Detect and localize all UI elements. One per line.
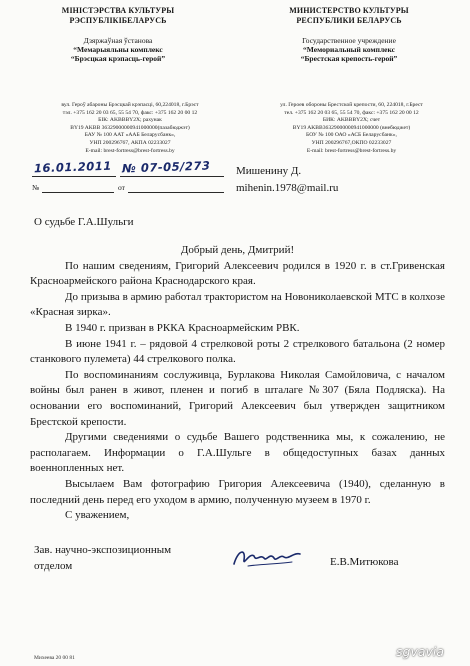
detail-line: УНП 200296767, АКПА 02233027 bbox=[89, 139, 171, 146]
institution-type-ru: Государственное учреждение bbox=[302, 36, 396, 45]
greeting: Добрый день, Дмитрий! bbox=[180, 244, 295, 256]
recipient-name: Мишенину Д. bbox=[236, 165, 302, 177]
detail-line: БИК: AKBBBY2X; счет bbox=[322, 117, 381, 124]
institution-name-be-1: “Мемарыяльны комплекс bbox=[73, 45, 163, 54]
letter-body bbox=[30, 243, 445, 524]
detail-line: BY19 AKBB36329000000941000000 (внебюджет) bbox=[292, 124, 411, 131]
date-underline bbox=[32, 176, 116, 177]
detail-line: E-mail: brest-fortress@brest-fortress.by bbox=[306, 147, 397, 154]
executor-note: Михеева 20 00 81 bbox=[34, 655, 75, 661]
from-label: от bbox=[118, 183, 125, 192]
number-underline bbox=[120, 176, 224, 177]
letterhead-right bbox=[244, 6, 454, 63]
institution-name-be-2: “Брэсцкая крэпасць-герой” bbox=[70, 54, 166, 63]
detail-line: ул. Героев обороны Брестской крепости, 60, 224018, г.Брест bbox=[280, 102, 423, 108]
number-prefix-label: № bbox=[32, 183, 40, 192]
signer-position-2: отделом bbox=[34, 560, 73, 572]
detail-line: тел. +375 162 20 03 65, 55 54 70, факс: +375 162 20 00 12 bbox=[284, 109, 419, 116]
watermark: sgvavia bbox=[396, 644, 445, 659]
detail-line: тэл. +375 162 20 03 65, 55 54 70, факс: +375 162 20 00 12 bbox=[62, 109, 198, 116]
letterhead-left bbox=[18, 6, 218, 63]
paragraph: В июне 1941 г. – рядовой 4 стрелковой роты 2 стрелкового батальона (2 номер станкового пулемета) 44 стрелкового полка. bbox=[30, 337, 445, 366]
institution-name-ru-2: “Брестская крепость-герой” bbox=[300, 54, 398, 63]
signer-name: Е.В.Митюкова bbox=[330, 556, 399, 568]
ministry-title-ru-2: РЕСПУБЛИКИ БЕЛАРУСЬ bbox=[296, 15, 402, 25]
paragraph: До призыва в армию работал трактористом на Новониколаевской МТС в колхозе «Красная зирка». bbox=[30, 290, 445, 319]
handwritten-number: № 07-05/273 bbox=[121, 158, 211, 176]
contact-details-ru bbox=[244, 102, 459, 155]
detail-line: БІК: AKBBBY2X; рахунак bbox=[98, 117, 162, 124]
detail-line: E-mail: brest-fortress@brest-fortress.by bbox=[85, 147, 175, 154]
institution-type-be: Дзяржаўная ўстанова bbox=[83, 36, 153, 45]
handwritten-date: 16.01.2011 bbox=[33, 158, 112, 176]
paragraph: По воспоминаниям сослуживца, Бурлакова Николая Самойловича, с началом войны был ранен в живот, пленен и погиб в шталаге №307 (Бяла Подляска). На основании его воспоминаний, Григорий Алексеевич был утвержден защитником Брестской крепости. bbox=[30, 368, 445, 428]
contact-details-be bbox=[20, 102, 240, 155]
detail-line: УНП 200296767,ОКПО 02233027 bbox=[311, 139, 392, 146]
ministry-title-ru-1: МИНИСТЕРСТВО КУЛЬТУРЫ bbox=[289, 6, 409, 15]
detail-line: БАУ № 100 ААТ «ААБ Беларусбанк», bbox=[84, 132, 176, 139]
ministry-title-be-1: МІНІСТЭРСТВА КУЛЬТУРЫ bbox=[61, 6, 175, 15]
institution-name-ru-1: “Мемориальный комплекс bbox=[303, 45, 395, 54]
from-blank-line bbox=[128, 192, 224, 193]
number-blank-line bbox=[42, 192, 114, 193]
detail-line: BY19 AKBB 36329000000941000000(пазабюджэт) bbox=[70, 124, 190, 131]
recipient-email: mihenin.1978@mail.ru bbox=[236, 182, 339, 194]
paragraph: Другими сведениями о судьбе Вашего родственника мы, к сожалению, не располагаем. Информации о Г.А.Шульге в общедоступных базах данных военнопленных нет. bbox=[30, 431, 445, 475]
subject-line: О судьбе Г.А.Шульги bbox=[34, 216, 134, 228]
paragraph: Высылаем Вам фотографию Григория Алексеевича (1940), сделанную в последний день перед его уходом в армию, полученную музеем в 1970 г. bbox=[30, 477, 445, 506]
paragraph: По нашим сведениям, Григорий Алексеевич родился в 1920 г. в ст.Гривенская Красноармейского района Краснодарского края. bbox=[30, 259, 445, 288]
closing: С уважением, bbox=[65, 509, 130, 522]
detail-line: вул. Героў абароны Брэсцкай крэпасці, 60,224018, г.Брэст bbox=[61, 102, 199, 108]
paragraph: В 1940 г. призван в РККА Красноармейским РВК. bbox=[65, 321, 300, 334]
handwritten-signature bbox=[228, 542, 308, 572]
detail-line: БОУ № 100 ОАО «АСБ Беларусбанк», bbox=[306, 132, 397, 139]
ministry-title-be-2: РЭСПУБЛІКІБЕЛАРУСЬ bbox=[69, 15, 167, 25]
signer-position-1: Зав. научно-экспозиционным bbox=[34, 544, 172, 556]
